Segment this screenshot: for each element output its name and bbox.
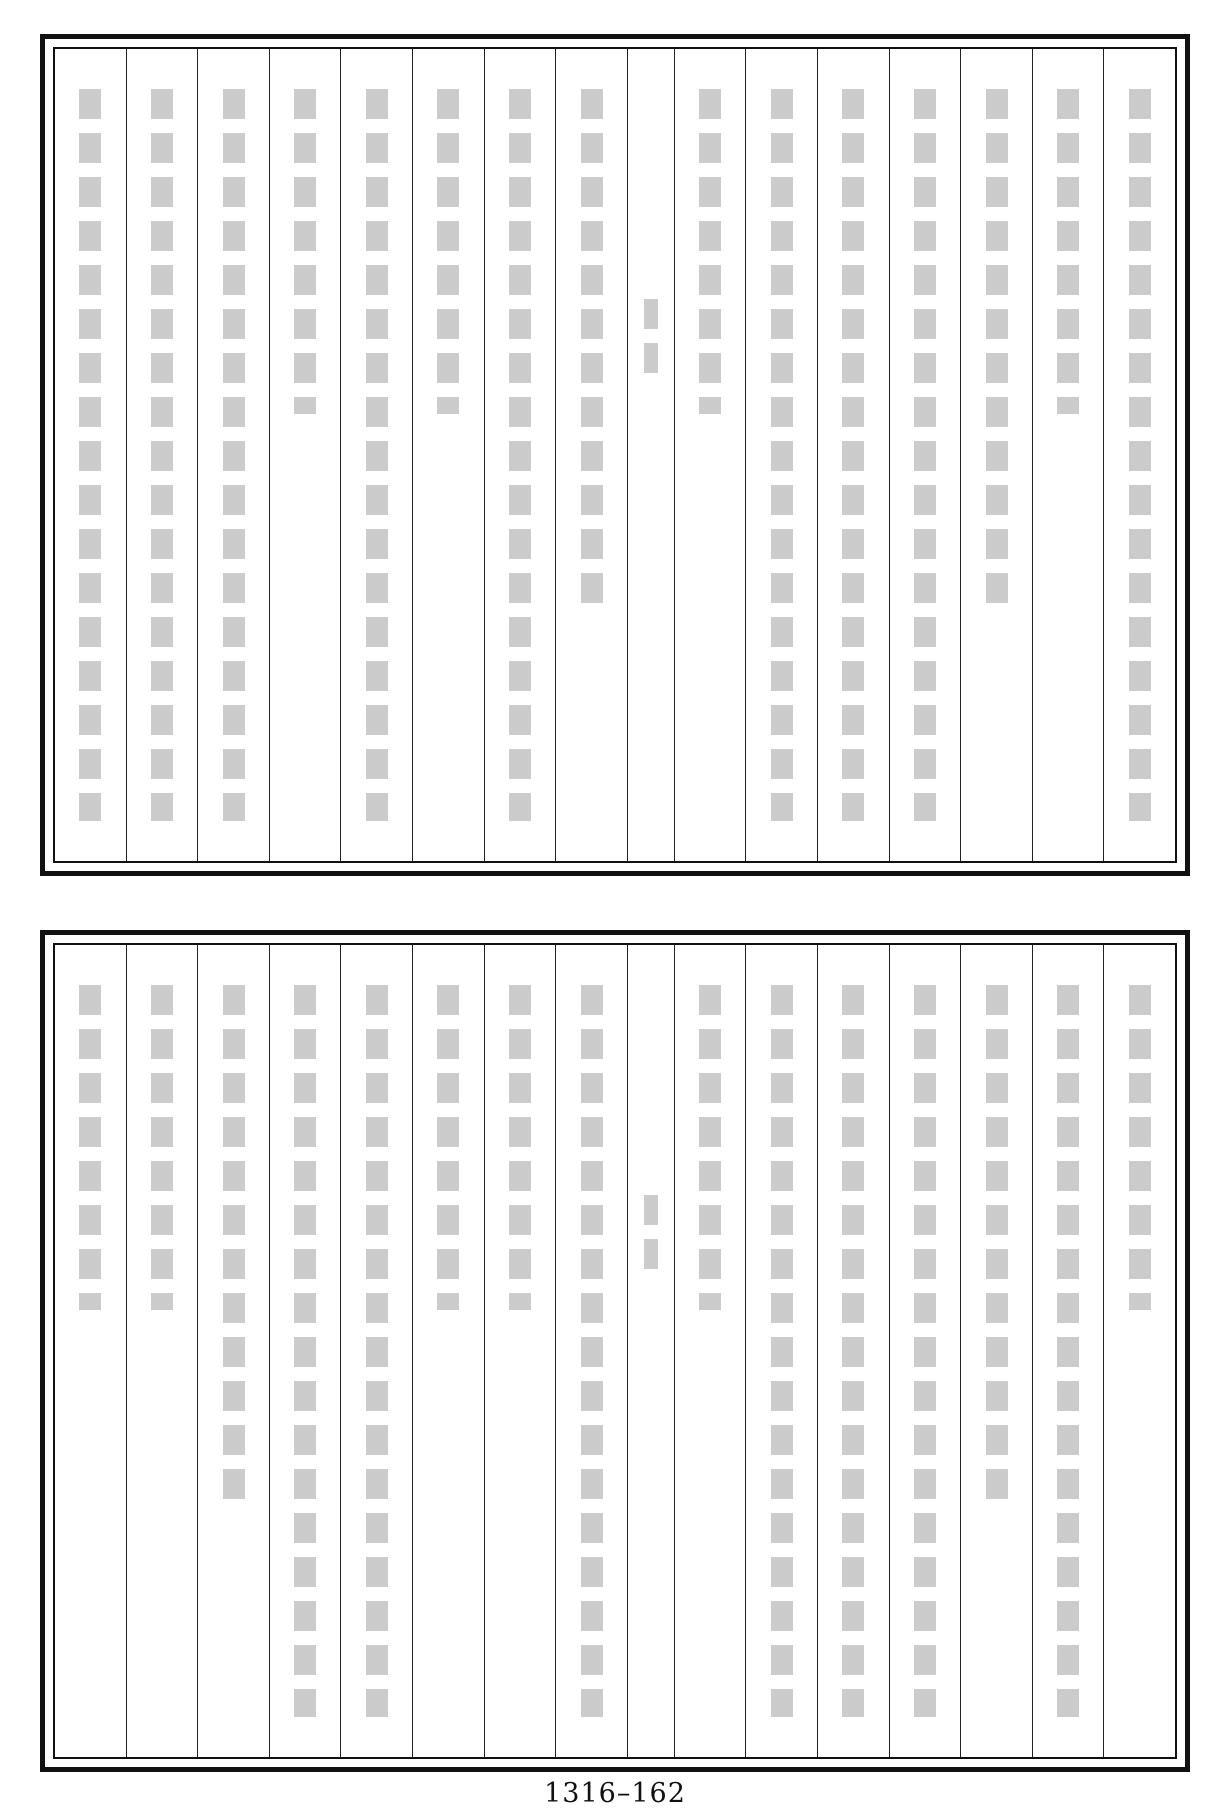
text-column — [197, 49, 269, 861]
text-column — [1032, 49, 1104, 861]
text-column — [555, 945, 627, 1757]
center-fold-gutter — [627, 49, 674, 861]
text-column — [817, 49, 889, 861]
text-column — [1103, 49, 1175, 861]
text-column — [745, 49, 817, 861]
text-column — [484, 945, 556, 1757]
text-column — [817, 945, 889, 1757]
text-column — [269, 49, 341, 861]
text-column — [889, 49, 961, 861]
text-column — [197, 945, 269, 1757]
text-column — [340, 945, 412, 1757]
text-column — [960, 945, 1032, 1757]
text-column — [55, 49, 126, 861]
text-column — [269, 945, 341, 1757]
lower-half-page — [40, 930, 1190, 1772]
text-column — [484, 49, 556, 861]
text-column — [555, 49, 627, 861]
upper-half-page — [40, 34, 1190, 876]
page-number: 1316–162 — [544, 1778, 686, 1809]
text-column — [126, 945, 198, 1757]
text-column — [674, 49, 746, 861]
text-column — [126, 49, 198, 861]
text-column — [674, 945, 746, 1757]
text-column — [412, 945, 484, 1757]
text-column — [1103, 945, 1175, 1757]
center-fold-gutter — [627, 945, 674, 1757]
text-column — [960, 49, 1032, 861]
text-column — [340, 49, 412, 861]
lower-text-block — [53, 943, 1177, 1759]
text-column — [412, 49, 484, 861]
text-column — [1032, 945, 1104, 1757]
upper-text-block — [53, 47, 1177, 863]
text-column — [889, 945, 961, 1757]
text-column — [55, 945, 126, 1757]
text-column — [745, 945, 817, 1757]
